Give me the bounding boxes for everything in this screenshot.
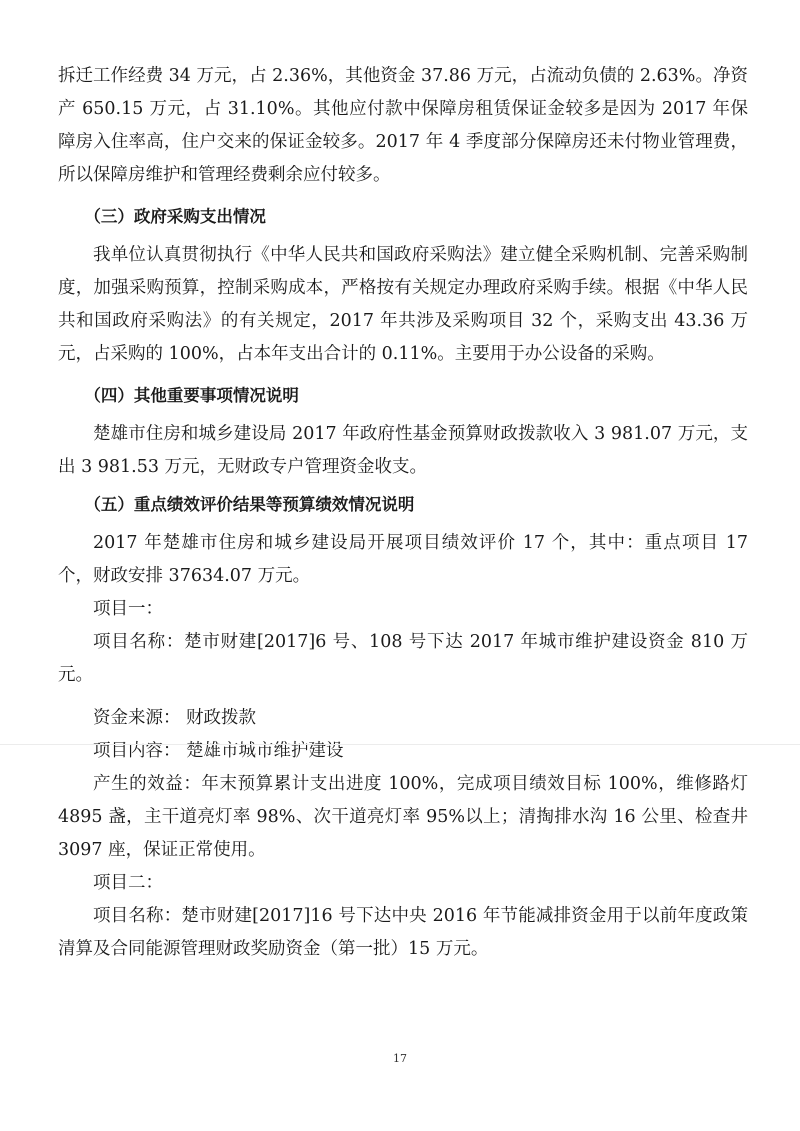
document-body	[58, 60, 748, 966]
page-number: 17	[393, 1052, 407, 1065]
project-one-content: 项目内容： 楚雄市城市维护建设	[93, 741, 344, 761]
paragraph-liabilities: 拆迁工作经费 34 万元，占 2.36%，其他资金 37.86 万元，占流动负债的 2.63%。净资产 650.15 万元，占 31.10%。其他应付款中保障房租赁保证金较多是因为 2017 年保障房入住率高，住户交来的保证金较多。2017 年 4 季度部分保障房还未付物业管理费，所以保障房维护和管理经费剩余应付较多。	[58, 66, 748, 185]
heading-performance-evaluation: （五）重点绩效评价结果等预算绩效情况说明	[84, 495, 415, 514]
heading-government-procurement: （三）政府采购支出情况	[84, 207, 266, 226]
scan-fold-line	[0, 744, 800, 745]
project-one-funding-source: 资金来源： 财政拨款	[93, 708, 257, 728]
project-one-name: 项目名称：楚市财建[2017]6 号、108 号下达 2017 年城市维护建设资金 810 万元。	[58, 632, 748, 685]
paragraph-evaluation-summary: 2017 年楚雄市住房和城乡建设局开展项目绩效评价 17 个，其中：重点项目 17 个，财政安排 37634.07 万元。	[58, 533, 748, 586]
project-two-label: 项目二：	[93, 873, 163, 893]
project-one-label: 项目一：	[93, 599, 163, 619]
heading-other-matters: （四）其他重要事项情况说明	[84, 386, 299, 405]
paragraph-procurement: 我单位认真贯彻执行《中华人民共和国政府采购法》建立健全采购机制、完善采购制度，加强采购预算，控制采购成本，严格按有关规定办理政府采购手续。根据《中华人民共和国政府采购法》的有关规定，2017 年共涉及采购项目 32 个，采购支出 43.36 万元，占采购的 100%，占本年支出合计的 0.11%。主要用于办公设备的采购。	[58, 245, 748, 364]
project-two-name: 项目名称：楚市财建[2017]16 号下达中央 2016 年节能减排资金用于以前年度政策清算及合同能源管理财政奖励资金（第一批）15 万元。	[58, 906, 748, 959]
paragraph-fund-budget: 楚雄市住房和城乡建设局 2017 年政府性基金预算财政拨款收入 3 981.07 万元，支出 3 981.53 万元，无财政专户管理资金收支。	[58, 424, 748, 477]
project-one-benefits: 产生的效益：年末预算累计支出进度 100%，完成项目绩效目标 100%，维修路灯 4895 盏，主干道亮灯率 98%、次干道亮灯率 95%以上；清掏排水沟 16 公里、检查井 3097 座，保证正常使用。	[58, 774, 748, 860]
